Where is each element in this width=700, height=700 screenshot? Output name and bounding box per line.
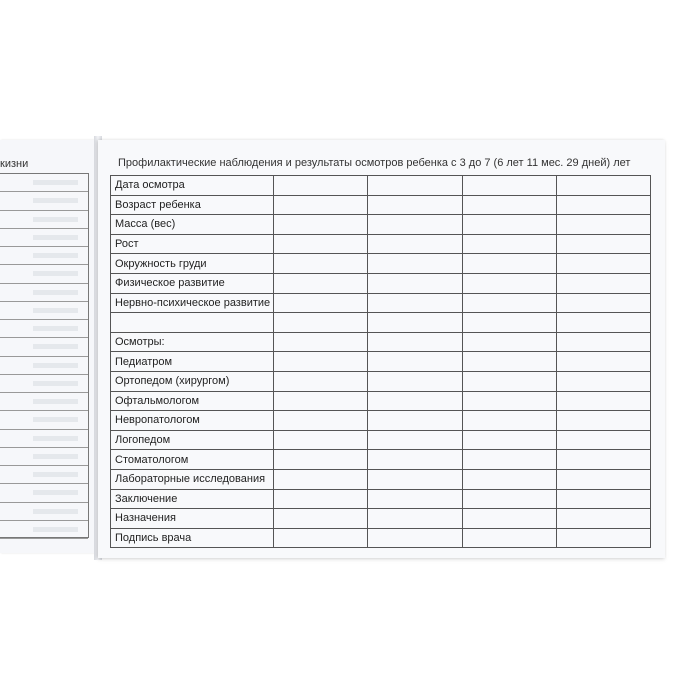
- page-title: Профилактические наблюдения и результаты осмотров ребенка с 3 до 7 (6 лет 11 мес. 29 дней) лет: [118, 157, 631, 169]
- value-cell[interactable]: [274, 430, 368, 450]
- left-table-row: [0, 284, 88, 302]
- left-page: [0, 140, 95, 553]
- value-cell[interactable]: [368, 254, 462, 274]
- left-table-row: [0, 265, 88, 283]
- value-cell[interactable]: [462, 293, 556, 313]
- left-table-row: [0, 247, 88, 265]
- value-cell[interactable]: [556, 450, 650, 470]
- value-cell[interactable]: [556, 430, 650, 450]
- value-cell[interactable]: [368, 489, 462, 509]
- left-table-row: [0, 393, 88, 411]
- value-cell[interactable]: [368, 176, 462, 196]
- value-cell[interactable]: [462, 176, 556, 196]
- value-cell[interactable]: [368, 234, 462, 254]
- value-cell[interactable]: [274, 313, 368, 333]
- left-table-row: [0, 320, 88, 338]
- value-cell[interactable]: [556, 195, 650, 215]
- row-label: Возраст ребенка: [111, 195, 274, 215]
- left-table-row: [0, 375, 88, 393]
- value-cell[interactable]: [274, 509, 368, 529]
- value-cell[interactable]: [462, 411, 556, 431]
- value-cell[interactable]: [556, 332, 650, 352]
- value-cell[interactable]: [274, 234, 368, 254]
- left-page-caption: кизни: [0, 158, 29, 170]
- value-cell[interactable]: [556, 489, 650, 509]
- value-cell[interactable]: [462, 273, 556, 293]
- row-label: Педиатром: [111, 352, 274, 372]
- table-row: [111, 332, 651, 352]
- value-cell[interactable]: [462, 195, 556, 215]
- value-cell[interactable]: [556, 469, 650, 489]
- row-label: Нервно-психическое развитие: [111, 293, 274, 313]
- table-row: [111, 371, 651, 391]
- left-table-row: [0, 448, 88, 466]
- value-cell[interactable]: [462, 371, 556, 391]
- value-cell[interactable]: [274, 215, 368, 235]
- value-cell[interactable]: [556, 273, 650, 293]
- value-cell[interactable]: [368, 313, 462, 333]
- table-row: [111, 489, 651, 509]
- value-cell[interactable]: [462, 489, 556, 509]
- value-cell[interactable]: [274, 528, 368, 548]
- table-row: [111, 509, 651, 529]
- value-cell[interactable]: [556, 293, 650, 313]
- value-cell[interactable]: [462, 234, 556, 254]
- value-cell[interactable]: [556, 215, 650, 235]
- row-label: Рост: [111, 234, 274, 254]
- value-cell[interactable]: [368, 509, 462, 529]
- left-table-row: [0, 466, 88, 484]
- value-cell[interactable]: [368, 430, 462, 450]
- value-cell[interactable]: [368, 528, 462, 548]
- value-cell[interactable]: [274, 371, 368, 391]
- row-label: Логопедом: [111, 430, 274, 450]
- value-cell[interactable]: [274, 332, 368, 352]
- row-label: Физическое развитие: [111, 273, 274, 293]
- left-table-row: [0, 229, 88, 247]
- value-cell[interactable]: [368, 332, 462, 352]
- table-row: [111, 293, 651, 313]
- table-row: [111, 528, 651, 548]
- value-cell[interactable]: [368, 195, 462, 215]
- table-row: [111, 313, 651, 333]
- left-table-row: [0, 484, 88, 502]
- value-cell[interactable]: [462, 391, 556, 411]
- exam-table: [110, 175, 651, 548]
- table-row: [111, 254, 651, 274]
- value-cell[interactable]: [368, 293, 462, 313]
- left-table-row: [0, 192, 88, 210]
- left-table-row: [0, 503, 88, 521]
- value-cell[interactable]: [556, 352, 650, 372]
- value-cell[interactable]: [556, 176, 650, 196]
- table-row: [111, 176, 651, 196]
- value-cell[interactable]: [556, 371, 650, 391]
- row-label: Невропатологом: [111, 411, 274, 431]
- table-row: [111, 450, 651, 470]
- value-cell[interactable]: [556, 411, 650, 431]
- value-cell[interactable]: [368, 273, 462, 293]
- table-row: [111, 430, 651, 450]
- table-row: [111, 391, 651, 411]
- value-cell[interactable]: [462, 450, 556, 470]
- table-row: [111, 352, 651, 372]
- value-cell[interactable]: [368, 391, 462, 411]
- value-cell[interactable]: [274, 176, 368, 196]
- value-cell[interactable]: [462, 469, 556, 489]
- value-cell[interactable]: [274, 411, 368, 431]
- value-cell[interactable]: [368, 371, 462, 391]
- value-cell[interactable]: [274, 469, 368, 489]
- value-cell[interactable]: [274, 391, 368, 411]
- value-cell[interactable]: [274, 273, 368, 293]
- row-label: Подпись врача: [111, 528, 274, 548]
- left-table-row: [0, 338, 88, 356]
- value-cell[interactable]: [368, 411, 462, 431]
- value-cell[interactable]: [274, 293, 368, 313]
- row-label: Окружность груди: [111, 254, 274, 274]
- row-label: Заключение: [111, 489, 274, 509]
- row-label: Стоматологом: [111, 450, 274, 470]
- right-page: [98, 140, 665, 558]
- value-cell[interactable]: [462, 254, 556, 274]
- value-cell[interactable]: [462, 215, 556, 235]
- left-table-row: [0, 174, 88, 192]
- left-table-row: [0, 521, 88, 539]
- row-label: [111, 313, 274, 333]
- value-cell[interactable]: [368, 352, 462, 372]
- value-cell[interactable]: [556, 254, 650, 274]
- left-table-row: [0, 211, 88, 229]
- row-label: Дата осмотра: [111, 176, 274, 196]
- value-cell[interactable]: [368, 450, 462, 470]
- value-cell[interactable]: [462, 430, 556, 450]
- value-cell[interactable]: [556, 509, 650, 529]
- value-cell[interactable]: [368, 215, 462, 235]
- row-label: Назначения: [111, 509, 274, 529]
- row-label: Офтальмологом: [111, 391, 274, 411]
- table-row: [111, 234, 651, 254]
- value-cell[interactable]: [368, 469, 462, 489]
- value-cell[interactable]: [462, 332, 556, 352]
- value-cell[interactable]: [462, 509, 556, 529]
- left-table-row: [0, 357, 88, 375]
- table-row: [111, 273, 651, 293]
- table-row: [111, 215, 651, 235]
- table-row: [111, 195, 651, 215]
- left-page-table: [0, 173, 89, 538]
- left-table-row: [0, 411, 88, 429]
- left-table-row: [0, 430, 88, 448]
- value-cell[interactable]: [462, 528, 556, 548]
- value-cell[interactable]: [274, 254, 368, 274]
- row-label: Ортопедом (хирургом): [111, 371, 274, 391]
- table-row: [111, 411, 651, 431]
- value-cell[interactable]: [462, 313, 556, 333]
- value-cell[interactable]: [556, 313, 650, 333]
- row-label: Осмотры:: [111, 332, 274, 352]
- value-cell[interactable]: [274, 352, 368, 372]
- value-cell[interactable]: [274, 195, 368, 215]
- value-cell[interactable]: [556, 528, 650, 548]
- value-cell[interactable]: [556, 234, 650, 254]
- value-cell[interactable]: [462, 352, 556, 372]
- value-cell[interactable]: [556, 391, 650, 411]
- left-table-row: [0, 302, 88, 320]
- row-label: Масса (вес): [111, 215, 274, 235]
- value-cell[interactable]: [274, 489, 368, 509]
- row-label: Лабораторные исследования: [111, 469, 274, 489]
- value-cell[interactable]: [274, 450, 368, 470]
- table-row: [111, 469, 651, 489]
